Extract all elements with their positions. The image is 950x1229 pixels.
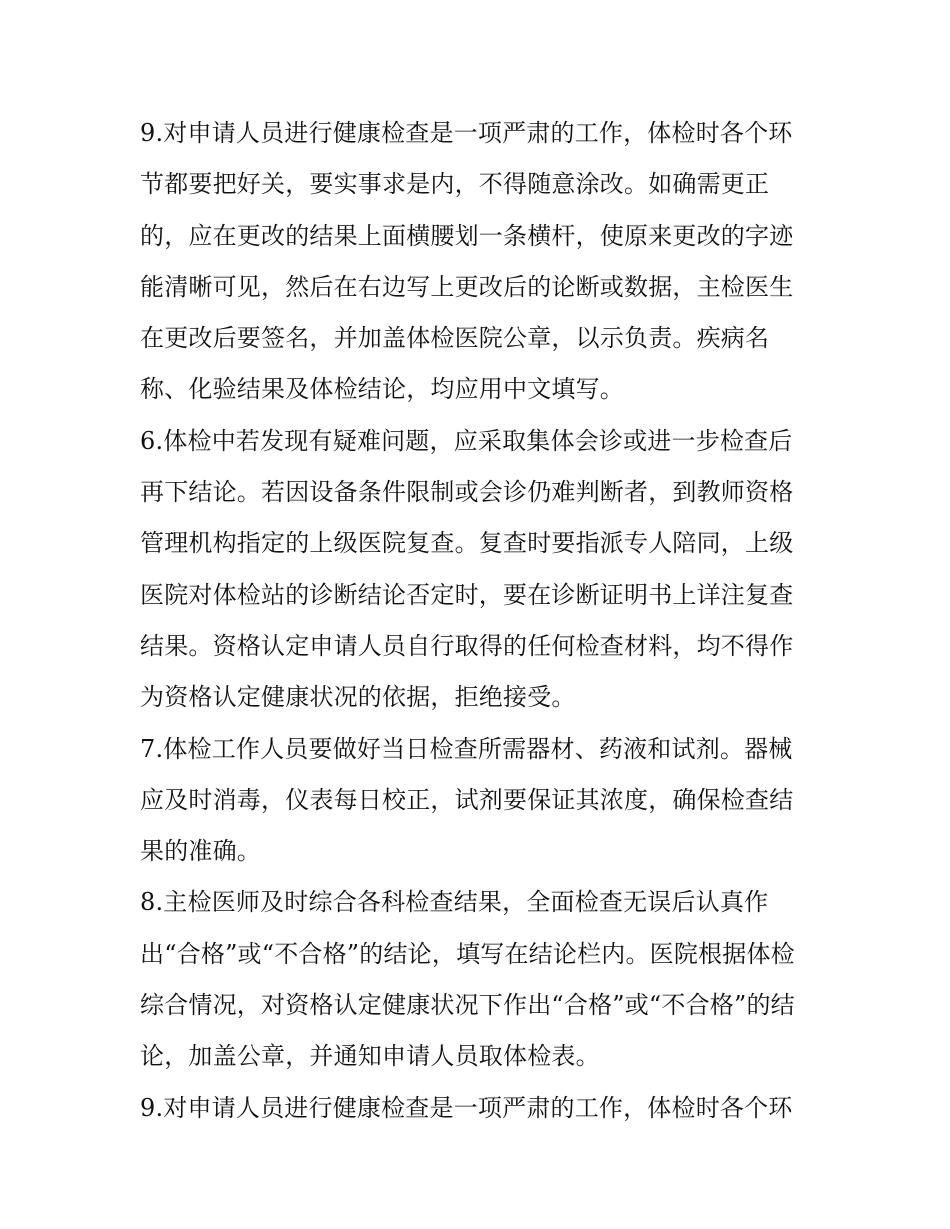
- text-line: 6.体检中若发现有疑难问题，应采取集体会诊或进一步检查后: [140, 426, 793, 455]
- text-line: 称、化验结果及体检结论，均应用中文填写。: [140, 375, 624, 404]
- text-line: 8.主检医师及时综合各科检查结果，全面检查无误后认真作: [140, 888, 769, 917]
- paragraph-item-9: [140, 108, 812, 416]
- text-line: 9.对申请人员进行健康检查是一项严肃的工作，体检时各个环: [140, 1093, 793, 1122]
- text-line: 为资格认定健康状况的依据，拒绝接受。: [140, 683, 576, 712]
- paragraph-item-8: [140, 877, 812, 1082]
- text-line: 7.体检工作人员要做好当日检查所需器材、药液和试剂。器械: [140, 734, 793, 763]
- text-line: 医院对体检站的诊断结论否定时，要在诊断证明书上详注复查: [140, 580, 794, 609]
- text-line: 的，应在更改的结果上面横腰划一条横杆，使原来更改的字迹: [140, 221, 794, 250]
- text-line: 综合情况，对资格认定健康状况下作出“合格”或“不合格”的结: [140, 991, 795, 1020]
- text-line: 结果。资格认定申请人员自行取得的任何检查材料，均不得作: [140, 631, 794, 660]
- text-line: 果的准确。: [140, 837, 261, 866]
- text-line: 能清晰可见，然后在右边写上更改后的论断或数据，主检医生: [140, 272, 794, 301]
- text-line: 在更改后要签名，并加盖体检医院公章，以示负责。疾病名: [140, 324, 770, 353]
- text-line: 9.对申请人员进行健康检查是一项严肃的工作，体检时各个环: [140, 119, 793, 147]
- paragraph-item-6: [140, 416, 812, 724]
- text-line: 管理机构指定的上级医院复查。复查时要指派专人陪同，上级: [140, 529, 794, 558]
- text-line: 论，加盖公章，并通知申请人员取体检表。: [140, 1042, 600, 1071]
- text-line: 再下结论。若因设备条件限制或会诊仍难判断者，到教师资格: [140, 478, 794, 507]
- paragraph-item-7: [140, 724, 812, 878]
- text-line: 节都要把好关，要实事求是内，不得随意涂改。如确需更正: [140, 170, 770, 199]
- document-body: [140, 108, 812, 1134]
- text-line: 应及时消毒，仪表每日校正，试剂要保证其浓度，确保检查结: [140, 785, 794, 814]
- text-line: 出“合格”或“不合格”的结论，填写在结论栏内。医院根据体检: [140, 939, 795, 968]
- paragraph-item-9-repeat: [140, 1083, 812, 1134]
